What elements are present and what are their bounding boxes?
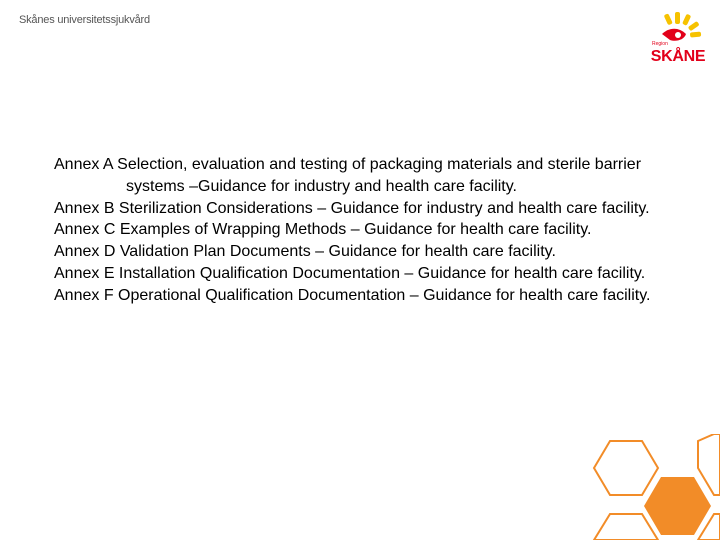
annex-item-a: Annex A Selection, evaluation and testing of packaging materials and sterile barrier systems –Guidance for industry and health care facility. [54, 156, 642, 195]
hexagon-filled [644, 477, 711, 535]
hexagon-outline-bottom-left [594, 514, 658, 540]
annex-item-d: Annex D Validation Plan Documents – Guidance for health care facility. [54, 243, 556, 261]
annex-item-e: Annex E Installation Qualification Documentation – Guidance for health care facility. [54, 264, 646, 282]
logo-region-label: Region [652, 41, 668, 47]
logo-skane-text: SKÅNE [650, 48, 706, 65]
annex-item-c: Annex C Examples of Wrapping Methods – Guidance for health care facility. [54, 221, 592, 239]
hexagon-decoration [586, 434, 720, 540]
annex-list [54, 154, 694, 307]
annex-item-f: Annex F Operational Qualification Documentation – Guidance for health care facility. [54, 286, 651, 304]
annex-item-b: Annex B Sterilization Considerations – Guidance for industry and health care facility. [54, 199, 650, 217]
hexagon-outline-top-right [698, 434, 720, 495]
organization-name: Skånes universitetssjukvård [19, 14, 150, 26]
hexagon-outline-left [594, 441, 658, 495]
region-skane-logo [648, 12, 708, 64]
